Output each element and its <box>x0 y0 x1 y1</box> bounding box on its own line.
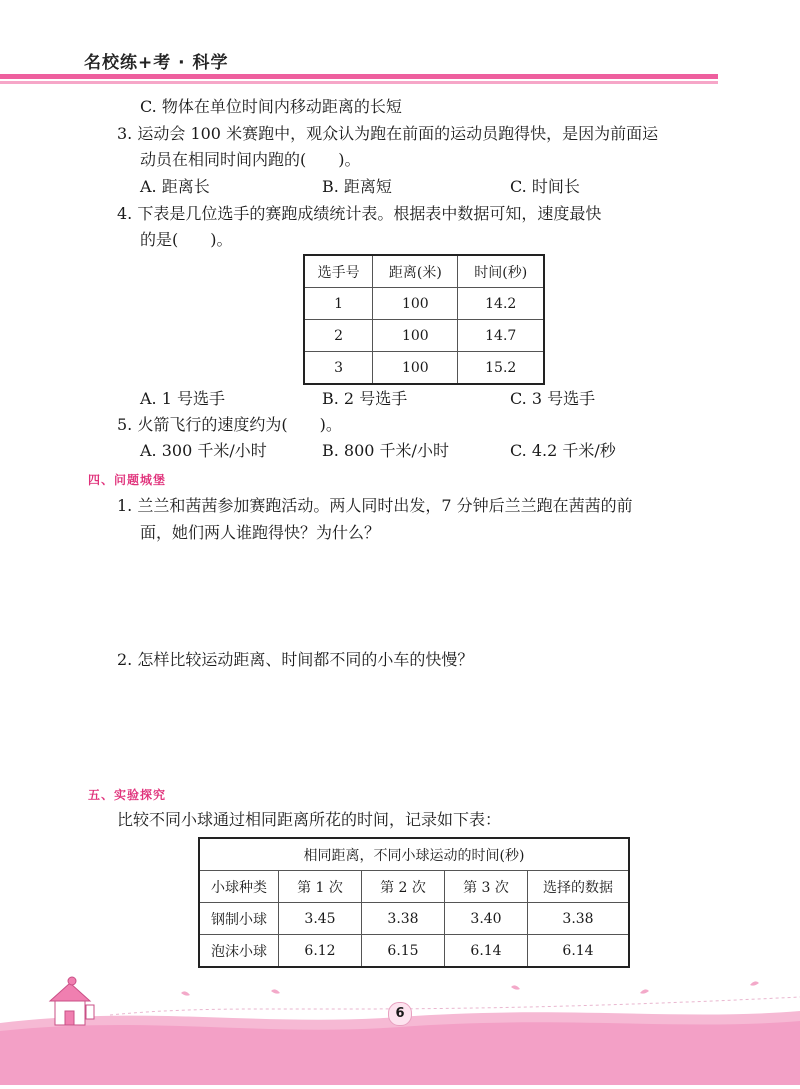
header-stripe-light <box>0 81 718 84</box>
table-cell: 3 <box>304 352 373 385</box>
table-cell: 6.14 <box>445 935 528 968</box>
question-4-option-a: A. 1 号选手 <box>140 389 225 408</box>
question-3-text: 3. 运动会 100 米赛跑中，观众认为跑在前面的运动员跑得快，是因为前面运 <box>117 124 659 143</box>
table-cell: 泡沫小球 <box>199 935 279 968</box>
table-cell: 100 <box>373 320 458 352</box>
table-row <box>304 352 544 385</box>
table-cell: 15.2 <box>458 352 544 385</box>
question-3-option-a: A. 距离长 <box>140 177 210 196</box>
table-cell: 3.40 <box>445 903 528 935</box>
table-row <box>199 903 629 935</box>
table-row <box>304 320 544 352</box>
question-3-option-c: C. 时间长 <box>510 177 580 196</box>
option-c-q2: C. 物体在单位时间内移动距离的长短 <box>140 97 402 116</box>
table-caption: 相同距离，不同小球运动的时间(秒) <box>199 838 629 871</box>
section-5-intro: 比较不同小球通过相同距离所花的时间，记录如下表： <box>117 810 502 829</box>
table-header-cell: 选手号 <box>304 255 373 288</box>
table-header-cell: 距离(米) <box>373 255 458 288</box>
table-header-cell: 第 3 次 <box>445 871 528 903</box>
question-5-option-a: A. 300 千米/小时 <box>140 441 267 460</box>
table-cell: 14.7 <box>458 320 544 352</box>
table-cell: 2 <box>304 320 373 352</box>
table-header-cell: 选择的数据 <box>528 871 630 903</box>
page-footer <box>0 975 800 1085</box>
page-header <box>0 0 800 90</box>
table-cell: 3.38 <box>528 903 630 935</box>
table-header-cell: 第 1 次 <box>279 871 362 903</box>
house-icon <box>50 977 94 1025</box>
section-4-question-1-cont: 面，她们两人谁跑得快？为什么？ <box>140 523 381 542</box>
question-4-option-c: C. 3 号选手 <box>510 389 596 408</box>
table-cell: 1 <box>304 288 373 320</box>
footer-dotted-line <box>110 997 800 1015</box>
sprout-icon <box>181 981 759 995</box>
question-3-option-b: B. 距离短 <box>322 177 392 196</box>
table-cell: 100 <box>373 288 458 320</box>
question-4-text: 4. 下表是几位选手的赛跑成绩统计表。根据表中数据可知，速度最快 <box>117 204 602 223</box>
question-4-text-cont: 的是( )。 <box>140 230 233 249</box>
section-4-question-1: 1. 兰兰和茜茜参加赛跑活动。两人同时出发，7 分钟后兰兰跑在茜茜的前 <box>117 496 633 515</box>
table-row <box>304 288 544 320</box>
table-row <box>199 935 629 968</box>
table-cell: 14.2 <box>458 288 544 320</box>
table-cell: 100 <box>373 352 458 385</box>
ball-timing-table <box>198 837 630 968</box>
header-title: 名校练+考 · 科学 <box>84 53 229 73</box>
section-four-heading: 四、问题城堡 <box>88 473 167 487</box>
table-header-cell: 第 2 次 <box>362 871 445 903</box>
table-cell: 3.38 <box>362 903 445 935</box>
question-5-option-b: B. 800 千米/小时 <box>322 441 449 460</box>
table-cell: 6.12 <box>279 935 362 968</box>
section-five-heading: 五、实验探究 <box>88 788 167 802</box>
table-header-cell: 时间(秒) <box>458 255 544 288</box>
table-header-cell: 小球种类 <box>199 871 279 903</box>
footer-decoration <box>0 975 800 1085</box>
race-results-table <box>303 254 545 385</box>
section-4-question-2: 2. 怎样比较运动距离、时间都不同的小车的快慢？ <box>117 650 474 669</box>
table-cell: 3.45 <box>279 903 362 935</box>
table-caption-row <box>199 838 629 871</box>
table-header-row <box>304 255 544 288</box>
table-cell: 6.15 <box>362 935 445 968</box>
question-5-text: 5. 火箭飞行的速度约为( )。 <box>117 415 342 434</box>
question-4-option-b: B. 2 号选手 <box>322 389 408 408</box>
table-header-row <box>199 871 629 903</box>
header-stripe <box>0 74 718 79</box>
question-3-text-cont: 动员在相同时间内跑的( )。 <box>140 150 361 169</box>
table-cell: 钢制小球 <box>199 903 279 935</box>
footer-wave-dark <box>0 1021 800 1085</box>
page-number: 6 <box>388 1002 412 1026</box>
table-cell: 6.14 <box>528 935 630 968</box>
question-5-option-c: C. 4.2 千米/秒 <box>510 441 616 460</box>
